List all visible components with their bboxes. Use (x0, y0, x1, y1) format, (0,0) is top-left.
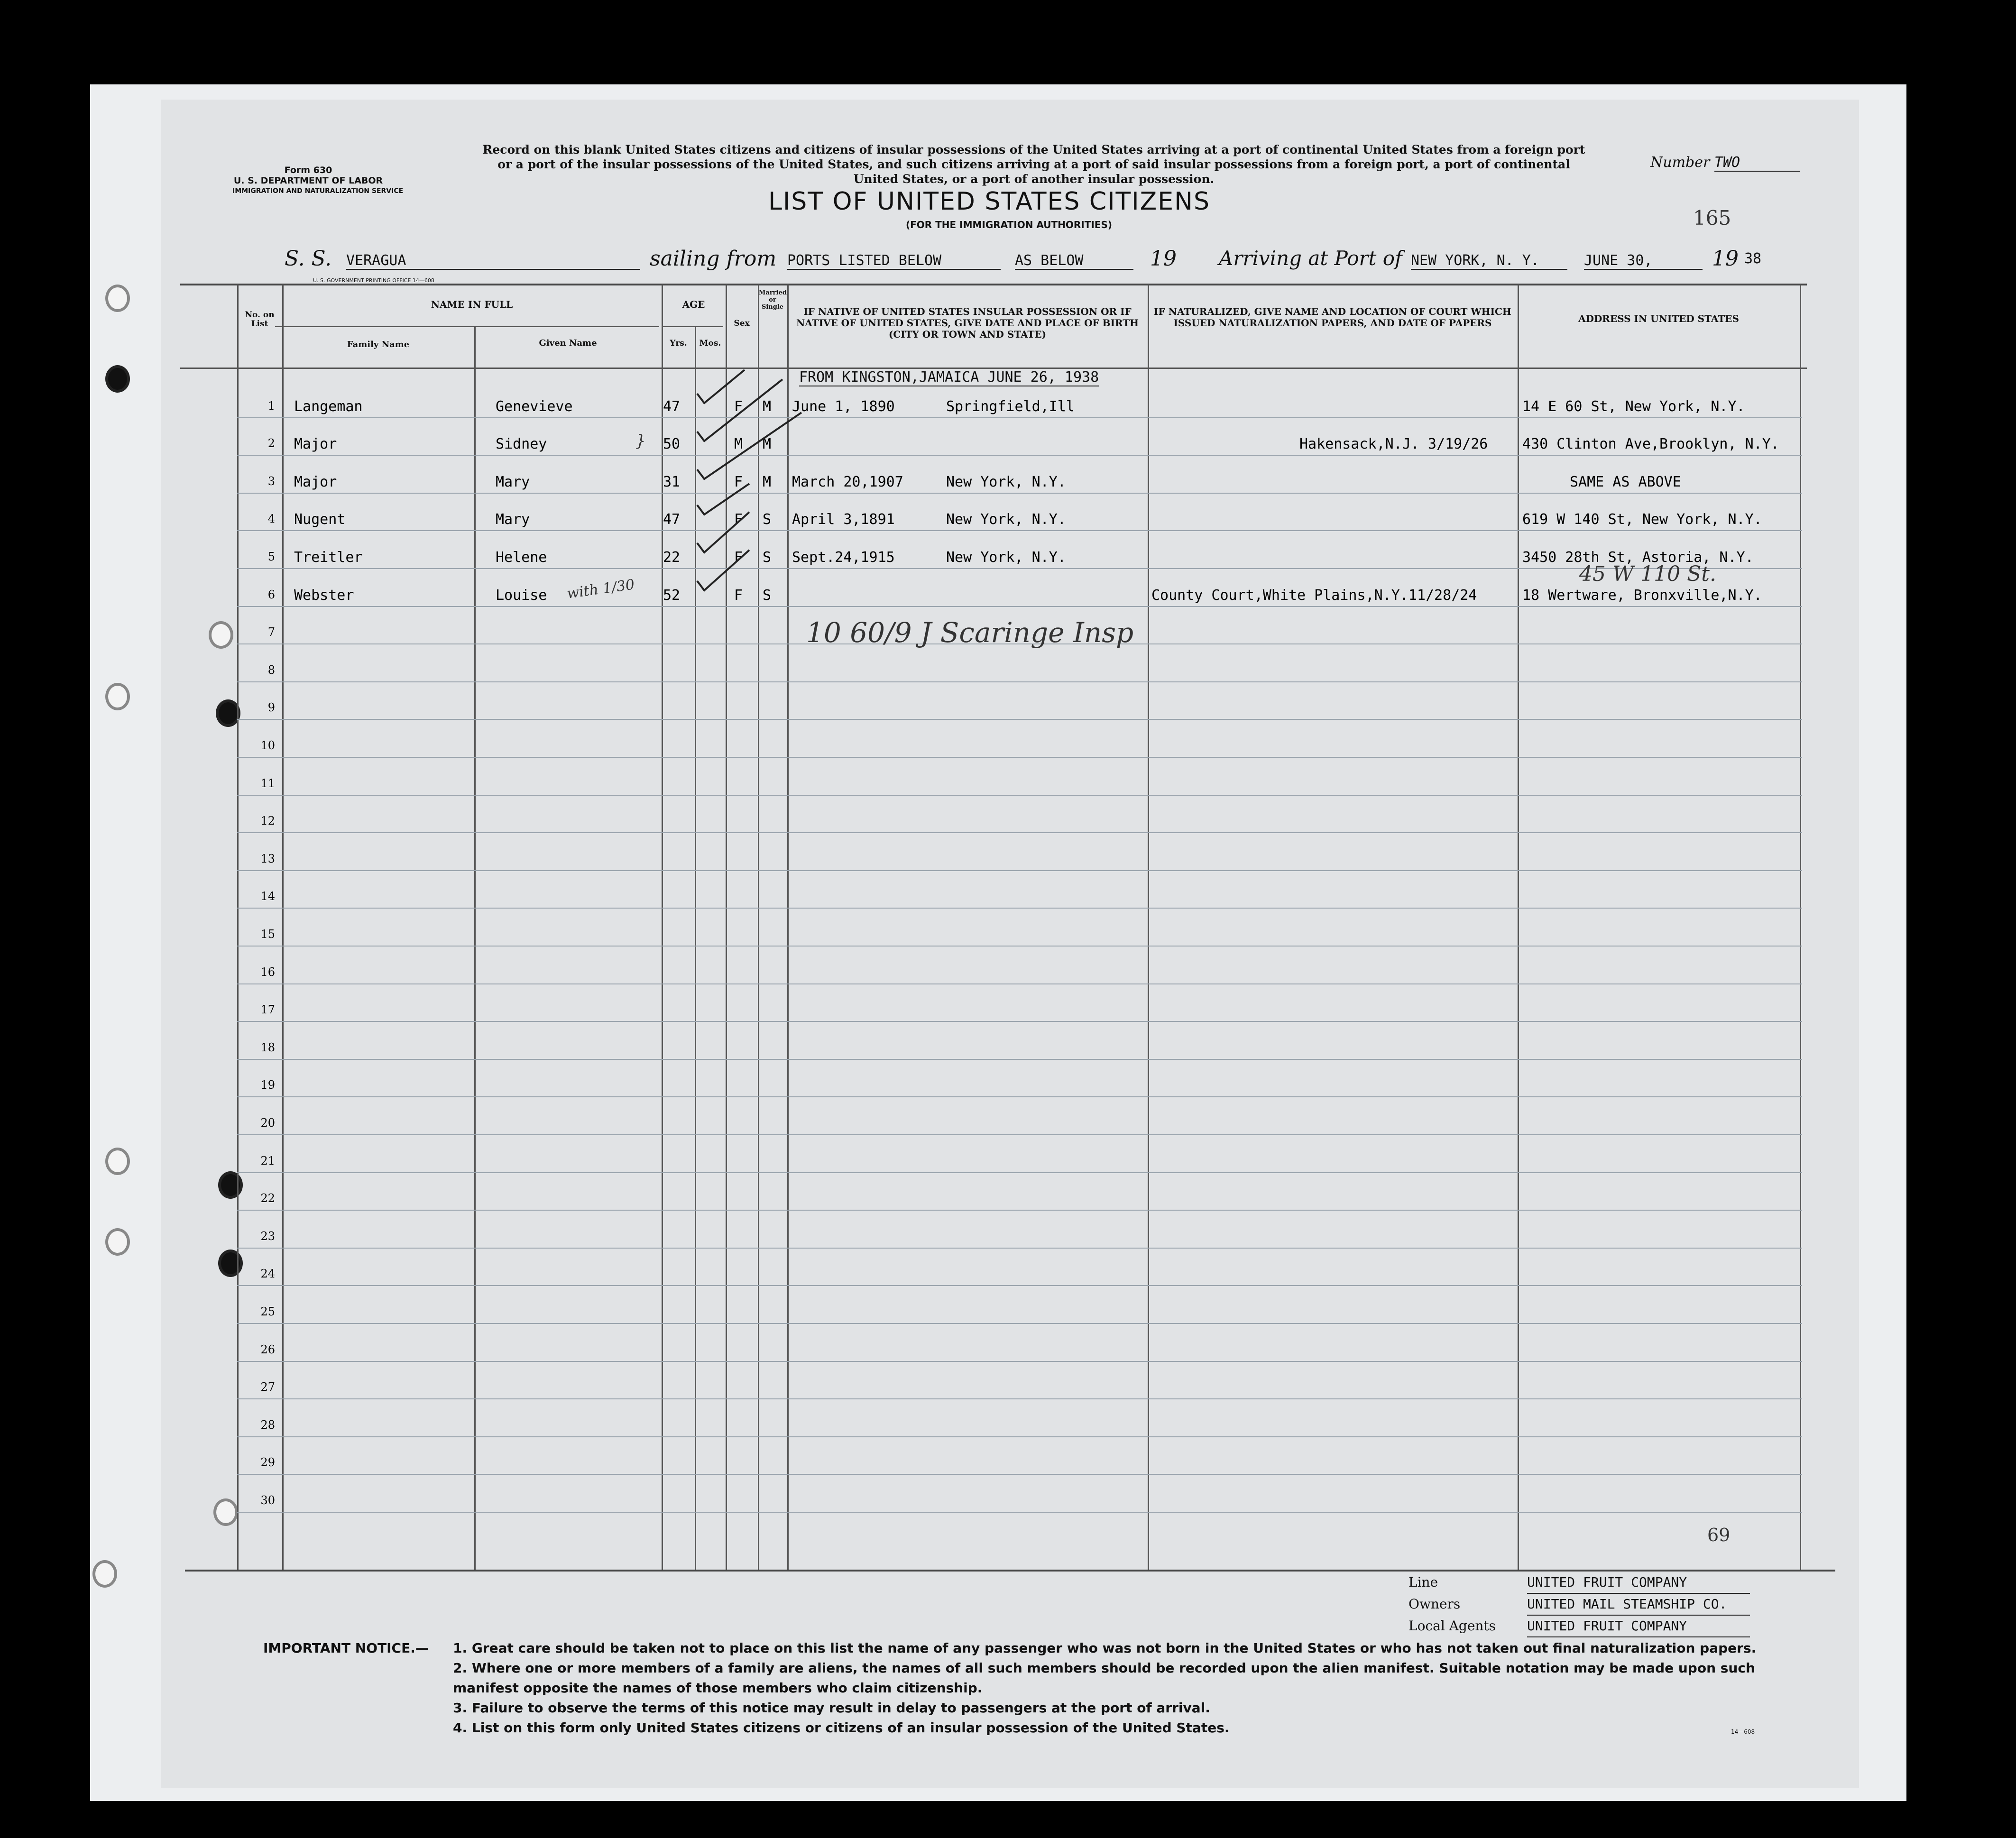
row-rule (237, 983, 1802, 984)
given-name-cell: Louise (496, 587, 547, 604)
row-number: 20 (260, 1116, 275, 1130)
row-rule (237, 1474, 1802, 1475)
owners-value: UNITED MAIL STEAMSHIP CO. (1527, 1594, 1750, 1616)
family-name-cell: Webster (294, 587, 354, 604)
age-cell: 47 (663, 398, 681, 415)
given-name-cell: Mary (496, 473, 530, 490)
row-number: 30 (260, 1494, 275, 1507)
header-address: ADDRESS IN UNITED STATES (1578, 313, 1739, 324)
line-value: UNITED FRUIT COMPANY (1527, 1572, 1750, 1594)
table-top-border (180, 284, 1807, 285)
document-page (161, 100, 1859, 1788)
row-rule (237, 417, 1802, 418)
header-name-in-full: NAME IN FULL (431, 299, 513, 310)
address-cell: 18 Wertware, Bronxville,N.Y. (1522, 587, 1762, 604)
binder-hole (105, 365, 130, 393)
row-rule (237, 1248, 1802, 1249)
page-subtitle: (FOR THE IMMIGRATION AUTHORITIES) (906, 219, 1113, 230)
row-rule (237, 493, 1802, 494)
binder-hole (105, 1228, 130, 1256)
row-number: 4 (267, 512, 275, 526)
check-mark (697, 379, 782, 441)
notice-list (453, 1638, 1795, 1738)
row-number: 7 (267, 625, 275, 639)
header-sex: Sex (734, 319, 750, 328)
row-number: 11 (260, 776, 275, 790)
row-rule (237, 568, 1802, 569)
row-number: 19 (260, 1078, 275, 1092)
row-rule (237, 606, 1802, 607)
row-number: 8 (267, 663, 275, 677)
notice-item: 1. Great care should be taken not to place on this list the name of any passenger who was not born in the United States or who has not taken out final naturalization papers. (453, 1640, 1757, 1656)
row-rule (237, 1059, 1802, 1060)
given-name-cell: Sidney (496, 436, 547, 453)
row-rule (237, 1436, 1802, 1437)
sex-cell: M (734, 436, 743, 453)
row-number: 27 (260, 1380, 275, 1394)
row-rule (237, 681, 1802, 682)
department-name: U. S. DEPARTMENT OF LABOR (233, 175, 383, 186)
header-mos: Mos. (699, 339, 721, 348)
row-rule (237, 1361, 1802, 1362)
row-rule (237, 1210, 1802, 1211)
notice-item: 4. List on this form only United States citizens or citizens of an insular possession of the United States. (453, 1720, 1230, 1736)
row-number: 2 (267, 437, 275, 450)
inspector-signature: 10 60/9 J Scaringe Insp (806, 616, 1134, 649)
notice-label: IMPORTANT NOTICE.— (263, 1640, 429, 1656)
family-name-cell: Treitler (294, 549, 363, 566)
owners-label: Owners (1408, 1596, 1461, 1612)
marital-status-cell: S (763, 511, 772, 528)
form-id (232, 165, 404, 196)
row-rule (237, 1172, 1802, 1173)
row-number: 29 (260, 1456, 275, 1470)
family-name-cell: Nugent (294, 511, 346, 528)
marital-status-cell: S (763, 549, 772, 566)
row-rule (237, 1323, 1802, 1324)
arrival-port: NEW YORK, N. Y. (1411, 252, 1567, 270)
row-rule (237, 455, 1802, 456)
bracket-mark: } (635, 432, 646, 450)
row-number: 17 (260, 1003, 275, 1017)
address-cell: SAME AS ABOVE (1570, 473, 1681, 490)
marital-status-cell: M (763, 436, 772, 453)
check-mark (697, 370, 745, 403)
age-subheader-line (662, 326, 723, 327)
binder-hole (213, 1498, 238, 1526)
header-yrs: Yrs. (670, 339, 687, 348)
age-cell: 50 (663, 436, 681, 453)
notice-item: 3. Failure to observe the terms of this notice may result in delay to passengers at the port of arrival. (453, 1700, 1210, 1716)
row-number: 15 (260, 928, 275, 941)
handwritten-note-row6: with 1/30 (566, 576, 636, 602)
col-divider (474, 327, 476, 1570)
age-cell: 52 (663, 587, 681, 604)
header-naturalized: IF NATURALIZED, GIVE NAME AND LOCATION OF COURT WHICH ISSUED NATURALIZATION PAPERS, AND DATE OF PAPERS (1154, 306, 1511, 329)
row-rule (237, 946, 1802, 947)
row-rule (237, 1134, 1802, 1135)
family-name-cell: Major (294, 473, 337, 490)
header-no: No. on List (245, 310, 275, 329)
address-cell: 14 E 60 St, New York, N.Y. (1522, 398, 1745, 415)
given-name-cell: Mary (496, 511, 530, 528)
row-rule (237, 757, 1802, 758)
sex-cell: F (734, 587, 743, 604)
row-rule (237, 1512, 1802, 1513)
binder-hole (218, 1171, 243, 1199)
name-subheader-line (275, 326, 659, 327)
marital-status-cell: S (763, 587, 772, 604)
row-number: 14 (260, 890, 275, 903)
address-correction: 45 W 110 St. (1579, 562, 1716, 586)
birth-place-cell: New York, N.Y. (946, 511, 1066, 528)
check-mark (697, 484, 749, 515)
header-given-name: Given Name (539, 338, 597, 348)
binder-hole (92, 1560, 117, 1588)
col-divider (237, 285, 239, 1570)
given-name-cell: Genevieve (496, 398, 573, 415)
address-cell: 3450 28th St, Astoria, N.Y. (1522, 549, 1754, 566)
as-below-value: AS BELOW (1015, 252, 1133, 270)
list-number (1650, 154, 1800, 172)
row-rule (237, 1398, 1802, 1399)
ss-label: S. S. (285, 247, 332, 271)
section-heading: FROM KINGSTON,JAMAICA JUNE 26, 1938 (799, 369, 1099, 386)
number-value: TWO (1714, 154, 1800, 172)
check-mark (697, 512, 749, 552)
row-rule (237, 1021, 1802, 1022)
row-rule (237, 719, 1802, 720)
row-number: 1 (267, 399, 275, 413)
row-number: 10 (260, 739, 275, 752)
agents-value: UNITED FRUIT COMPANY (1527, 1616, 1750, 1637)
arrival-date: JUNE 30, (1584, 252, 1703, 270)
arrival-year-suffix: 38 (1744, 250, 1762, 267)
row-number: 21 (260, 1154, 275, 1167)
sailing-from-value: PORTS LISTED BELOW (787, 252, 1001, 270)
row-number: 16 (260, 965, 275, 979)
birth-date-cell: June 1, 1890 (792, 398, 895, 415)
binder-hole (105, 1148, 130, 1175)
col-divider (282, 285, 284, 1570)
check-mark (697, 413, 801, 479)
form-number: Form 630 (284, 165, 332, 175)
birth-date-cell: March 20,1907 (792, 473, 903, 490)
family-name-cell: Langeman (294, 398, 363, 415)
binder-hole (105, 683, 130, 710)
header-married-single: Married or Single (759, 289, 787, 311)
ship-name: VERAGUA (346, 252, 640, 270)
binder-hole (105, 285, 130, 312)
sex-cell: F (734, 511, 743, 528)
row-number: 5 (267, 550, 275, 563)
row-number: 18 (260, 1040, 275, 1054)
birth-date-cell: April 3,1891 (792, 511, 895, 528)
birth-place-cell: New York, N.Y. (946, 549, 1066, 566)
row-number: 3 (267, 474, 275, 488)
birth-place-cell: New York, N.Y. (946, 473, 1066, 490)
header-birth: IF NATIVE OF UNITED STATES INSULAR POSSESSION OR IF NATIVE OF UNITED STATES, GIVE DATE AND PLACE OF BIRTH (CITY OR TOWN AND STATE) (796, 306, 1139, 340)
service-name: IMMIGRATION AND NATURALIZATION SERVICE (232, 187, 404, 195)
agents-label: Local Agents (1408, 1618, 1496, 1634)
sex-cell: F (734, 549, 743, 566)
table-bottom-border (185, 1570, 1835, 1571)
arriving-label: Arriving at Port of (1219, 247, 1402, 270)
row-rule (237, 530, 1802, 531)
row-number: 23 (260, 1229, 275, 1243)
age-cell: 22 (663, 549, 681, 566)
print-code: 14—608 (1731, 1728, 1755, 1735)
marital-status-cell: M (763, 473, 772, 490)
header-age: AGE (682, 299, 705, 310)
row-number: 26 (260, 1342, 275, 1356)
page-stamp: 165 (1693, 206, 1731, 230)
given-name-cell: Helene (496, 549, 547, 566)
row-number: 9 (267, 701, 275, 715)
row-number: 13 (260, 852, 275, 865)
family-name-cell: Major (294, 436, 337, 453)
binder-hole (209, 621, 233, 649)
sex-cell: F (734, 473, 743, 490)
owners-row (1408, 1594, 1750, 1616)
row-number: 28 (260, 1418, 275, 1432)
row-rule (237, 908, 1802, 909)
line-row (1408, 1572, 1750, 1594)
court-cell: County Court,White Plains,N.Y.11/28/24 (1151, 587, 1477, 604)
row-number: 25 (260, 1305, 275, 1318)
row-number: 24 (260, 1267, 275, 1281)
row-rule (237, 832, 1802, 833)
col-divider (1148, 285, 1149, 1570)
arrival-year-prefix: 19 (1712, 247, 1739, 271)
notice-item: 2. Where one or more members of a family are aliens, the names of all such members should be recorded upon the alien manifest. Suitable notation may be made upon such manifest opposite the names of those members who claim citizenship. (453, 1660, 1755, 1696)
row-rule (237, 1096, 1802, 1097)
col-divider (1800, 285, 1801, 1570)
checkmarks (678, 360, 811, 607)
age-cell: 47 (663, 511, 681, 528)
line-label: Line (1408, 1574, 1438, 1590)
address-cell: 619 W 140 St, New York, N.Y. (1522, 511, 1762, 528)
form-instructions: Record on this blank United States citizens and citizens of insular possessions of the United States arriving at a port of continental United States from a foreign port or a port of the insular possessions of the United States, and such citizens arriving at a port of said insular possessions from a foreign port, a port of continental United States, or a port of another insular possession. (482, 143, 1585, 186)
court-cell: Hakensack,N.J. 3/19/26 (1299, 436, 1488, 453)
row-number: 6 (267, 588, 275, 601)
sex-cell: F (734, 398, 743, 415)
row-rule (237, 795, 1802, 796)
sailing-label: sailing from (650, 247, 777, 271)
ship-info (1408, 1572, 1750, 1637)
age-cell: 31 (663, 473, 681, 490)
address-cell: 430 Clinton Ave,Brooklyn, N.Y. (1522, 436, 1779, 453)
year-prefix: 19 (1150, 247, 1177, 271)
row-number: 12 (260, 814, 275, 828)
agents-row (1408, 1616, 1750, 1637)
row-rule (237, 1285, 1802, 1286)
number-label: Number (1650, 154, 1710, 171)
birth-place-cell: Springfield,Ill (946, 398, 1075, 415)
birth-date-cell: Sept.24,1915 (792, 549, 895, 566)
col-divider (1518, 285, 1519, 1570)
check-mark (697, 550, 749, 590)
printing-office: U. S. GOVERNMENT PRINTING OFFICE 14—608 (313, 277, 434, 284)
row-rule (237, 870, 1802, 871)
page-number: 69 (1707, 1525, 1731, 1545)
binder-hole (218, 1250, 243, 1277)
header-family-name: Family Name (347, 340, 410, 349)
page-title: LIST OF UNITED STATES CITIZENS (768, 187, 1211, 216)
row-number: 22 (260, 1192, 275, 1205)
marital-status-cell: M (763, 398, 772, 415)
